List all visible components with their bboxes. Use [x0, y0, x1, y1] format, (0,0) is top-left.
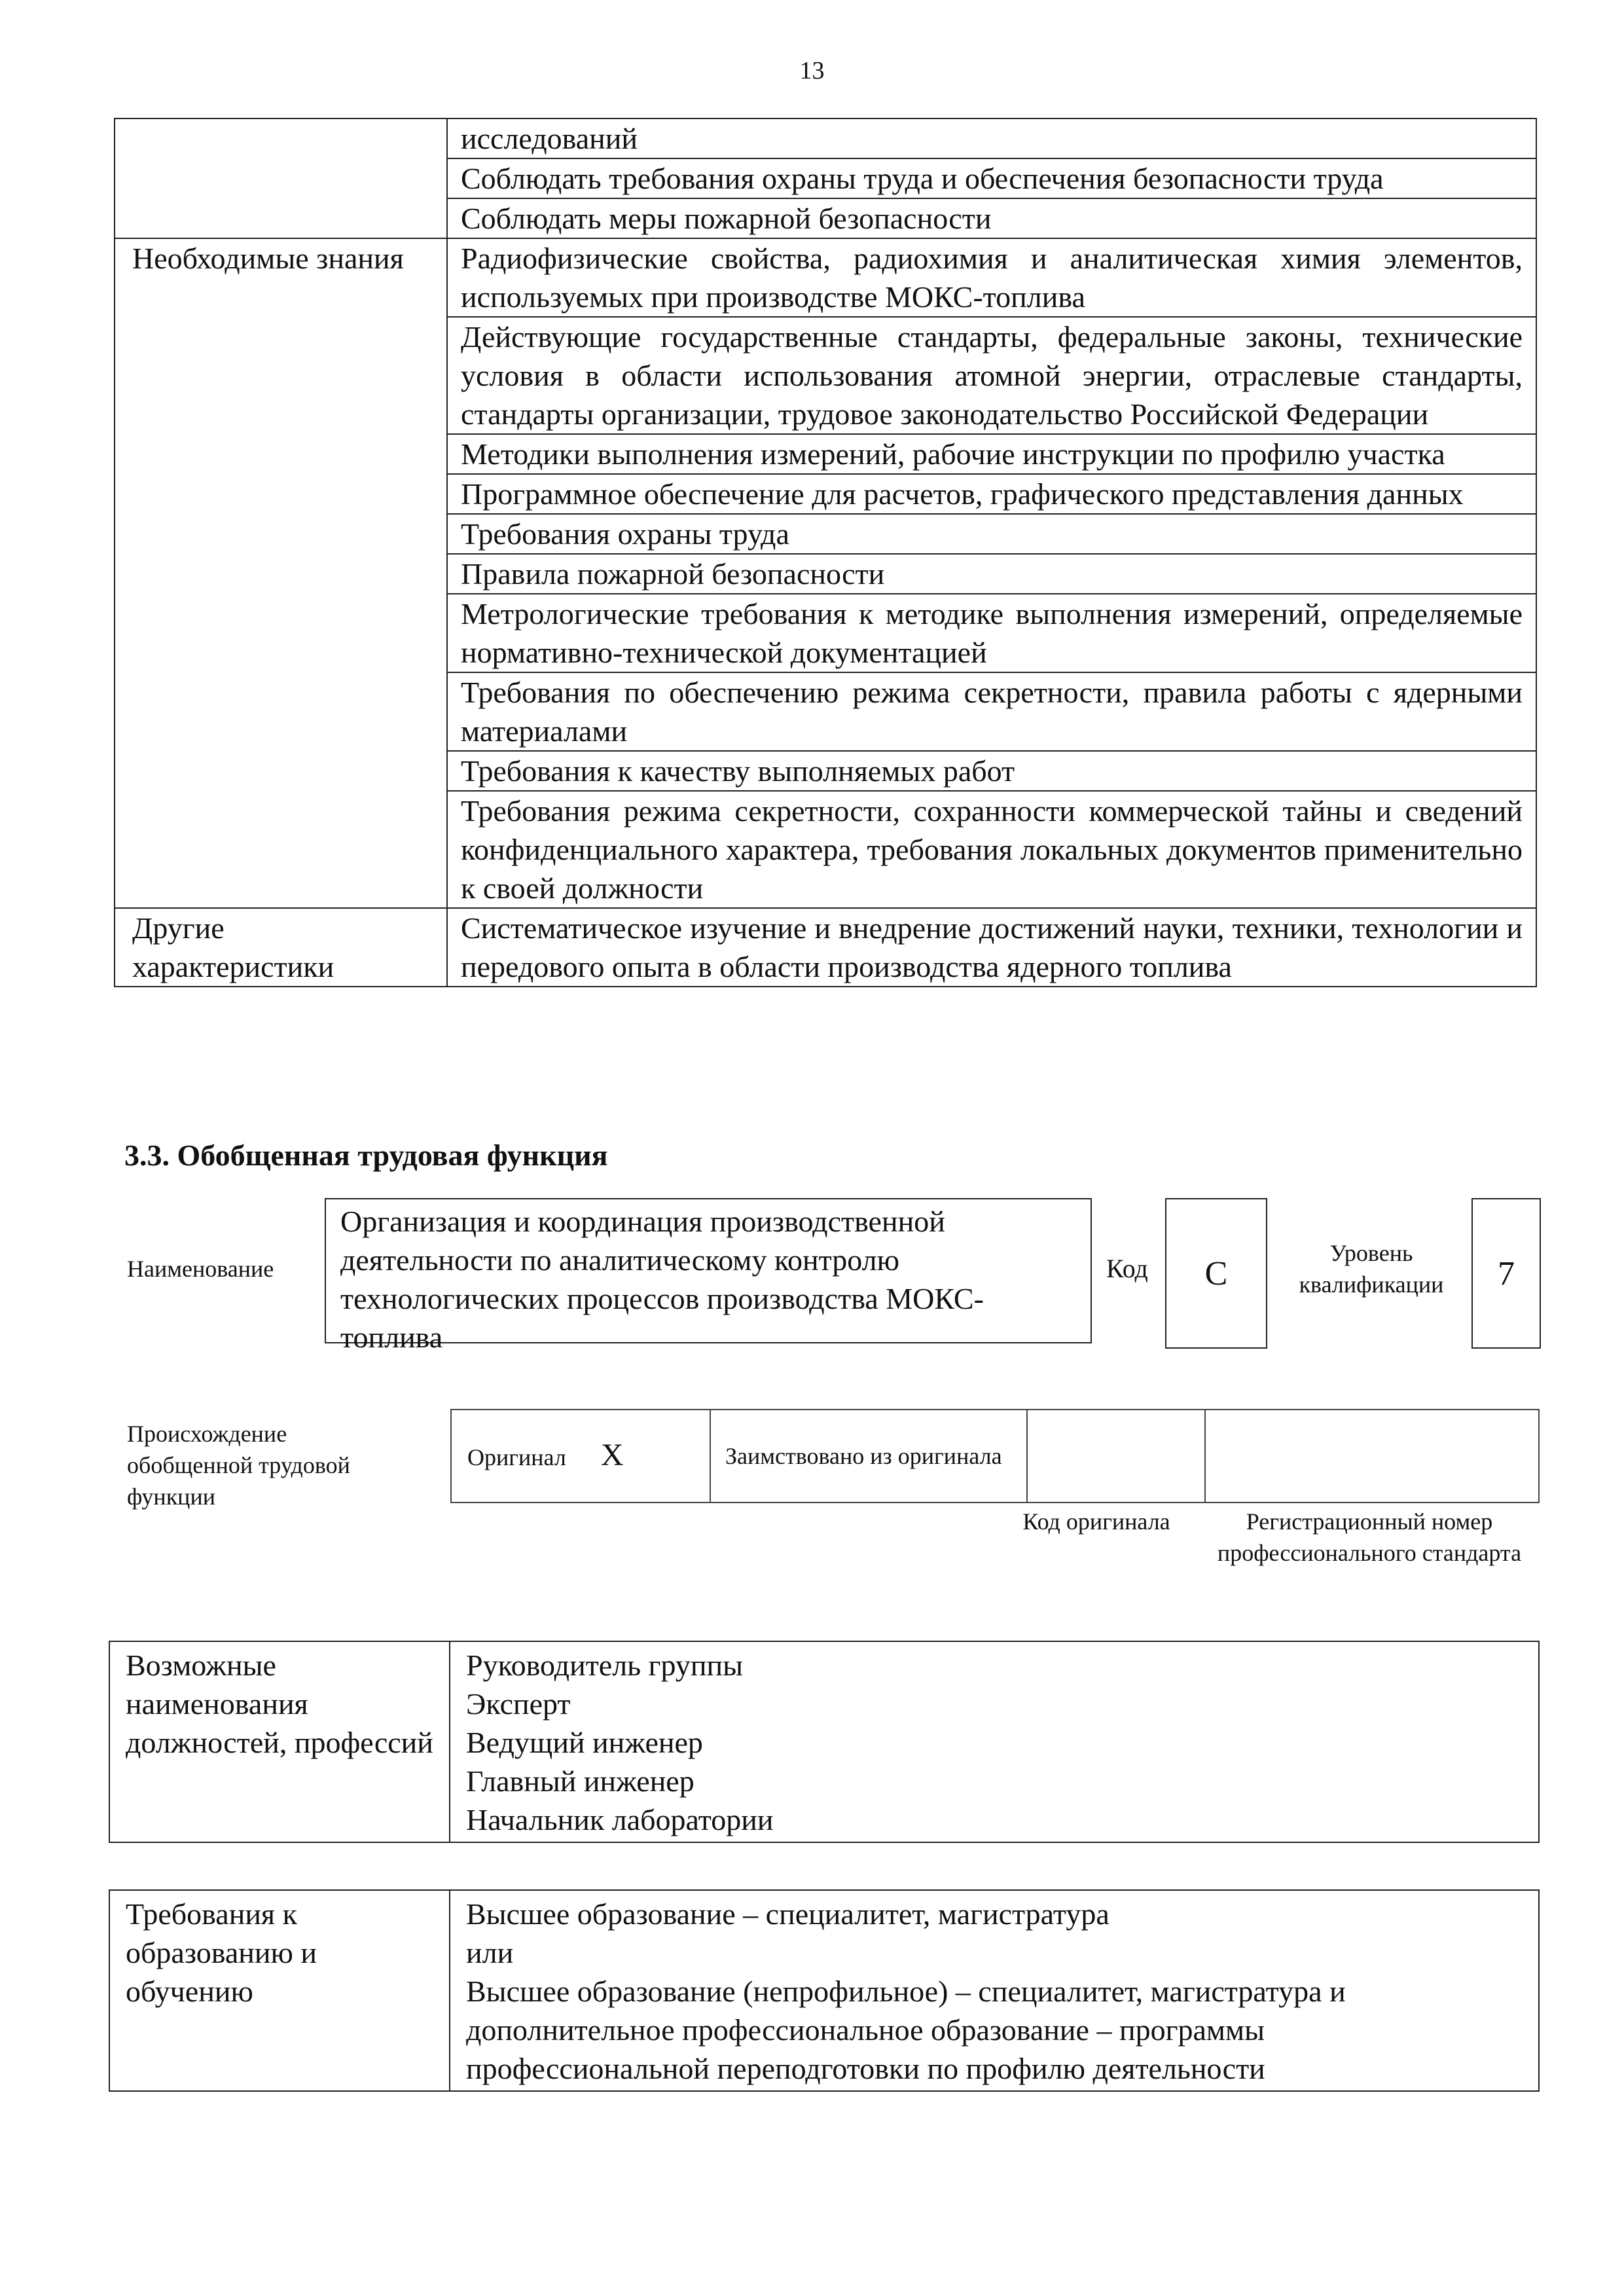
table-row	[115, 118, 1536, 158]
list-item: Главный инженер	[466, 1764, 695, 1798]
code-value: C	[1165, 1198, 1267, 1349]
table-cell: Программное обеспечение для расчетов, графического представления данных	[447, 474, 1536, 514]
table-cell: Требования к качеству выполняемых работ	[447, 751, 1536, 791]
table-cell: Систематическое изучение и внедрение достижений науки, техники, технологии и передового опыта в области производства ядерного топлива	[447, 908, 1536, 987]
table-row	[109, 1890, 1539, 2091]
list-item: Руководитель группы	[466, 1649, 744, 1682]
knowledge-table	[114, 118, 1537, 987]
table-cell: Метрологические требования к методике выполнения измерений, определяемые нормативно-технической документацией	[447, 594, 1536, 672]
origin-table	[450, 1409, 1540, 1503]
positions-label: Возможные наименования должностей, профессий	[109, 1641, 450, 1842]
list-item: Высшее образование (непрофильное) – специалитет, магистратура и	[466, 1975, 1346, 2008]
education-table	[109, 1889, 1540, 2092]
list-item: Ведущий инженер	[466, 1726, 703, 1759]
table-cell: Соблюдать требования охраны труда и обеспечения безопасности труда	[447, 158, 1536, 198]
table-cell: Требования по обеспечению режима секретности, правила работы с ядерными материалами	[447, 672, 1536, 751]
list-item: профессиональной переподготовки по профилю деятельности	[466, 2052, 1265, 2085]
table-cell: Радиофизические свойства, радиохимия и аналитическая химия элементов, используемых при производстве МОКС-топлива	[447, 238, 1536, 317]
name-label: Наименование	[127, 1256, 274, 1282]
level-value: 7	[1471, 1198, 1541, 1349]
positions-list	[450, 1641, 1539, 1842]
table-cell: Действующие государственные стандарты, федеральные законы, технические условия в области использования атомной энергии, отраслевые стандарты, стандарты организации, трудовое законодательство Российской Федерации	[447, 317, 1536, 434]
table-row	[109, 1641, 1539, 1842]
table-cell: Методики выполнения измерений, рабочие инструкции по профилю участка	[447, 434, 1536, 474]
table-row	[115, 908, 1536, 987]
original-mark: X	[600, 1437, 624, 1472]
row-label: Другие характеристики	[115, 908, 447, 987]
table-cell: Требования охраны труда	[447, 514, 1536, 554]
education-list	[450, 1890, 1539, 2091]
table-cell: исследований	[447, 118, 1536, 158]
code-label: Код	[1106, 1254, 1148, 1283]
list-item: Высшее образование – специалитет, магистратура	[466, 1897, 1110, 1931]
table-row	[451, 1410, 1539, 1503]
list-item: Эксперт	[466, 1687, 571, 1721]
list-item: дополнительное профессиональное образование – программы	[466, 2013, 1265, 2047]
table-cell: Соблюдать меры пожарной безопасности	[447, 198, 1536, 238]
origin-label: Происхождение обобщенной трудовой функции	[127, 1421, 350, 1510]
original-label: Оригинал	[467, 1444, 566, 1470]
row-label: Необходимые знания	[115, 238, 447, 908]
original-cell	[451, 1410, 710, 1503]
reg-number-caption: Регистрационный номер профессионального стандарта	[1217, 1508, 1522, 1566]
borrowed-cell: Заимствовано из оригинала	[710, 1410, 1027, 1503]
table-cell: Правила пожарной безопасности	[447, 554, 1536, 594]
reg-number-cell	[1205, 1410, 1539, 1503]
list-item: Начальник лаборатории	[466, 1803, 774, 1836]
row-label	[115, 118, 447, 238]
page-number: 13	[799, 57, 825, 84]
level-label: Уровень квалификации	[1299, 1240, 1444, 1298]
table-row	[115, 238, 1536, 317]
positions-table	[109, 1641, 1540, 1843]
section-title: 3.3. Обобщенная трудовая функция	[124, 1139, 608, 1172]
list-item: или	[466, 1936, 514, 1969]
code-original-cell	[1027, 1410, 1205, 1503]
function-name-box: Организация и координация производственной деятельности по аналитическому контролю технологических процессов производства МОКС-топлива	[325, 1198, 1092, 1343]
code-original-caption: Код оригинала	[1022, 1508, 1170, 1535]
table-cell: Требования режима секретности, сохранности коммерческой тайны и сведений конфиденциального характера, требования локальных документов применительно к своей должности	[447, 791, 1536, 908]
education-label: Требования к образованию и обучению	[109, 1890, 450, 2091]
